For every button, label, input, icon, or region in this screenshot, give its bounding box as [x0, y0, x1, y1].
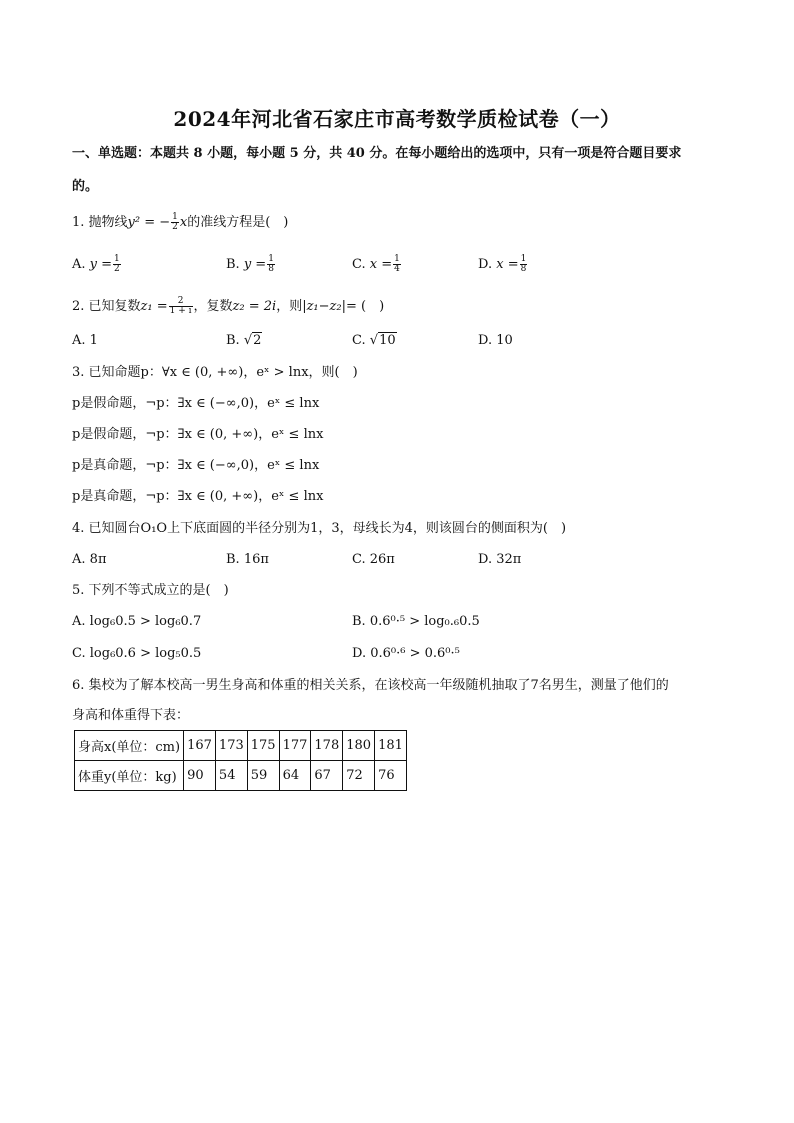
q5-option-b[interactable] [352, 613, 480, 631]
q1-var: x [179, 215, 188, 230]
q1-equation: y² = − [127, 215, 171, 230]
option-label: C. [72, 646, 86, 661]
question-1-stem [72, 213, 288, 232]
q4-option-c[interactable] [352, 551, 395, 569]
question-2-stem [72, 297, 384, 316]
height-weight-table [74, 730, 407, 791]
frac-num: 1 [394, 254, 400, 264]
table-cell: 178 [311, 731, 343, 761]
question-4-stem: 4. 已知圆台O₁O上下底面圆的半径分别为1，3，母线长为4，则该圆台的侧面积为( ) [72, 521, 567, 536]
option-text: log₆0.5 > log₆0.7 [89, 614, 202, 629]
option-label: B. [226, 257, 240, 272]
option-fraction [267, 255, 275, 274]
option-fraction [113, 255, 121, 274]
option-label: A. [72, 552, 86, 567]
table-cell: 59 [247, 761, 279, 791]
option-label: A. [72, 257, 86, 272]
option-fraction [393, 255, 401, 274]
option-label: A. [72, 333, 86, 348]
q1-pre: 1. 抛物线 [72, 215, 128, 230]
q5-option-c[interactable] [72, 645, 201, 663]
option-text: 8π [89, 552, 107, 567]
table-cell: 76 [375, 761, 407, 791]
sqrt-sign: √ [243, 333, 253, 348]
frac-den: 8 [520, 264, 527, 274]
table-cell: 90 [184, 761, 216, 791]
q1-option-c[interactable] [352, 255, 402, 274]
q2-option-c[interactable] [352, 332, 397, 350]
table-cell: 180 [343, 731, 375, 761]
option-label: D. [352, 646, 367, 661]
q1-option-d[interactable] [478, 255, 528, 274]
q2-z2: z₂ = 2i [232, 299, 277, 314]
option-text: log₆0.6 > log₅0.5 [89, 646, 202, 661]
table-cell: 181 [375, 731, 407, 761]
q4-option-d[interactable] [478, 551, 521, 569]
sqrt-sign: √ [369, 333, 379, 348]
question-6-stem: 6. 集校为了解本校高一男生身高和体重的相关关系，在该校高一年级随机抽取了7名男生，测量了他们的 [72, 678, 669, 693]
frac-num: 1 [114, 254, 120, 264]
q3-option-a[interactable]: p是假命题，¬p：∃x ∈ (−∞,0)，eˣ ≤ lnx [72, 396, 320, 411]
table-cell: 175 [247, 731, 279, 761]
q4-option-b[interactable] [226, 551, 269, 569]
q2-frac-den: 1 + i [169, 306, 192, 316]
q1-option-a[interactable] [72, 255, 122, 274]
option-label: A. [72, 614, 86, 629]
option-lhs: y = [89, 257, 113, 272]
q2-post-a: ，则 [276, 299, 303, 314]
option-label: B. [226, 552, 240, 567]
question-6-stem-cont: 身高和体重得下表： [72, 708, 190, 723]
frac-den: 2 [114, 264, 120, 274]
question-3-stem: 3. 已知命题p：∀x ∈ (0, +∞)，eˣ > lnx，则( ) [72, 365, 358, 380]
table-cell: 177 [279, 731, 311, 761]
exam-title: 2024年河北省石家庄市高考数学质检试卷（一） [173, 107, 621, 131]
option-label: C. [352, 257, 366, 272]
q2-option-b[interactable] [226, 332, 262, 350]
q2-post: = ( ) [345, 299, 385, 314]
table-row [75, 761, 407, 791]
table-cell: 54 [215, 761, 247, 791]
q1-fraction [171, 213, 179, 232]
table-cell: 167 [184, 731, 216, 761]
option-text: 16π [243, 552, 269, 567]
q2-option-d[interactable] [478, 332, 513, 350]
option-label: D. [478, 257, 493, 272]
q1-frac-num: 1 [172, 212, 178, 222]
row-header-height: 身高x(单位：cm) [75, 731, 184, 761]
option-label: B. [352, 614, 366, 629]
question-5-stem: 5. 下列不等式成立的是( ) [72, 583, 229, 598]
q3-option-b[interactable]: p是假命题，¬p：∃x ∈ (0, +∞)，eˣ ≤ lnx [72, 427, 324, 442]
q1-frac-den: 2 [172, 222, 178, 232]
option-lhs: y = [243, 257, 267, 272]
q3-option-c[interactable]: p是真命题，¬p：∃x ∈ (−∞,0)，eˣ ≤ lnx [72, 458, 320, 473]
section-instruction-cont: 的。 [72, 179, 99, 194]
q4-option-a[interactable] [72, 551, 107, 569]
option-label: B. [226, 333, 240, 348]
q1-option-b[interactable] [226, 255, 276, 274]
option-text: 26π [369, 552, 395, 567]
table-row [75, 731, 407, 761]
option-text: 32π [496, 552, 522, 567]
option-text: 1 [89, 333, 98, 348]
q2-mid: ，复数 [193, 299, 233, 314]
table-cell: 72 [343, 761, 375, 791]
frac-den: 8 [268, 264, 274, 274]
radicand: 2 [253, 333, 262, 348]
q2-option-a[interactable] [72, 332, 98, 350]
option-text: 10 [496, 333, 513, 348]
radicand: 10 [379, 333, 396, 348]
option-label: C. [352, 552, 366, 567]
q2-fraction [169, 297, 193, 316]
q3-option-d[interactable]: p是真命题，¬p：∃x ∈ (0, +∞)，eˣ ≤ lnx [72, 489, 324, 504]
option-fraction [520, 255, 528, 274]
q2-pre: 2. 已知复数 [72, 299, 141, 314]
option-text: 0.6⁰·⁶ > 0.6⁰·⁵ [370, 646, 460, 661]
section-instruction: 一、单选题：本题共 8 小题，每小题 5 分，共 40 分。在每小题给出的选项中，只有一项是符合题目要求 [72, 146, 682, 161]
option-lhs: x = [496, 257, 519, 272]
q2-z1: z₁ = [140, 299, 168, 314]
option-text: 0.6⁰·⁵ > log₀.₆0.5 [369, 614, 480, 629]
q2-abs: |z₁−z₂| [302, 299, 346, 314]
q2-frac-num: 2 [169, 297, 193, 307]
frac-num: 1 [520, 254, 527, 264]
option-label: D. [478, 552, 493, 567]
row-header-weight: 体重y(单位：kg) [75, 761, 184, 791]
frac-num: 1 [268, 254, 274, 264]
table-cell: 173 [215, 731, 247, 761]
table-cell: 67 [311, 761, 343, 791]
option-label: D. [478, 333, 493, 348]
table-cell: 64 [279, 761, 311, 791]
q5-option-d[interactable] [352, 645, 460, 663]
option-lhs: x = [369, 257, 393, 272]
option-label: C. [352, 333, 366, 348]
q1-post: 的准线方程是( ) [187, 215, 289, 230]
frac-den: 4 [394, 264, 400, 274]
q5-option-a[interactable] [72, 613, 201, 631]
